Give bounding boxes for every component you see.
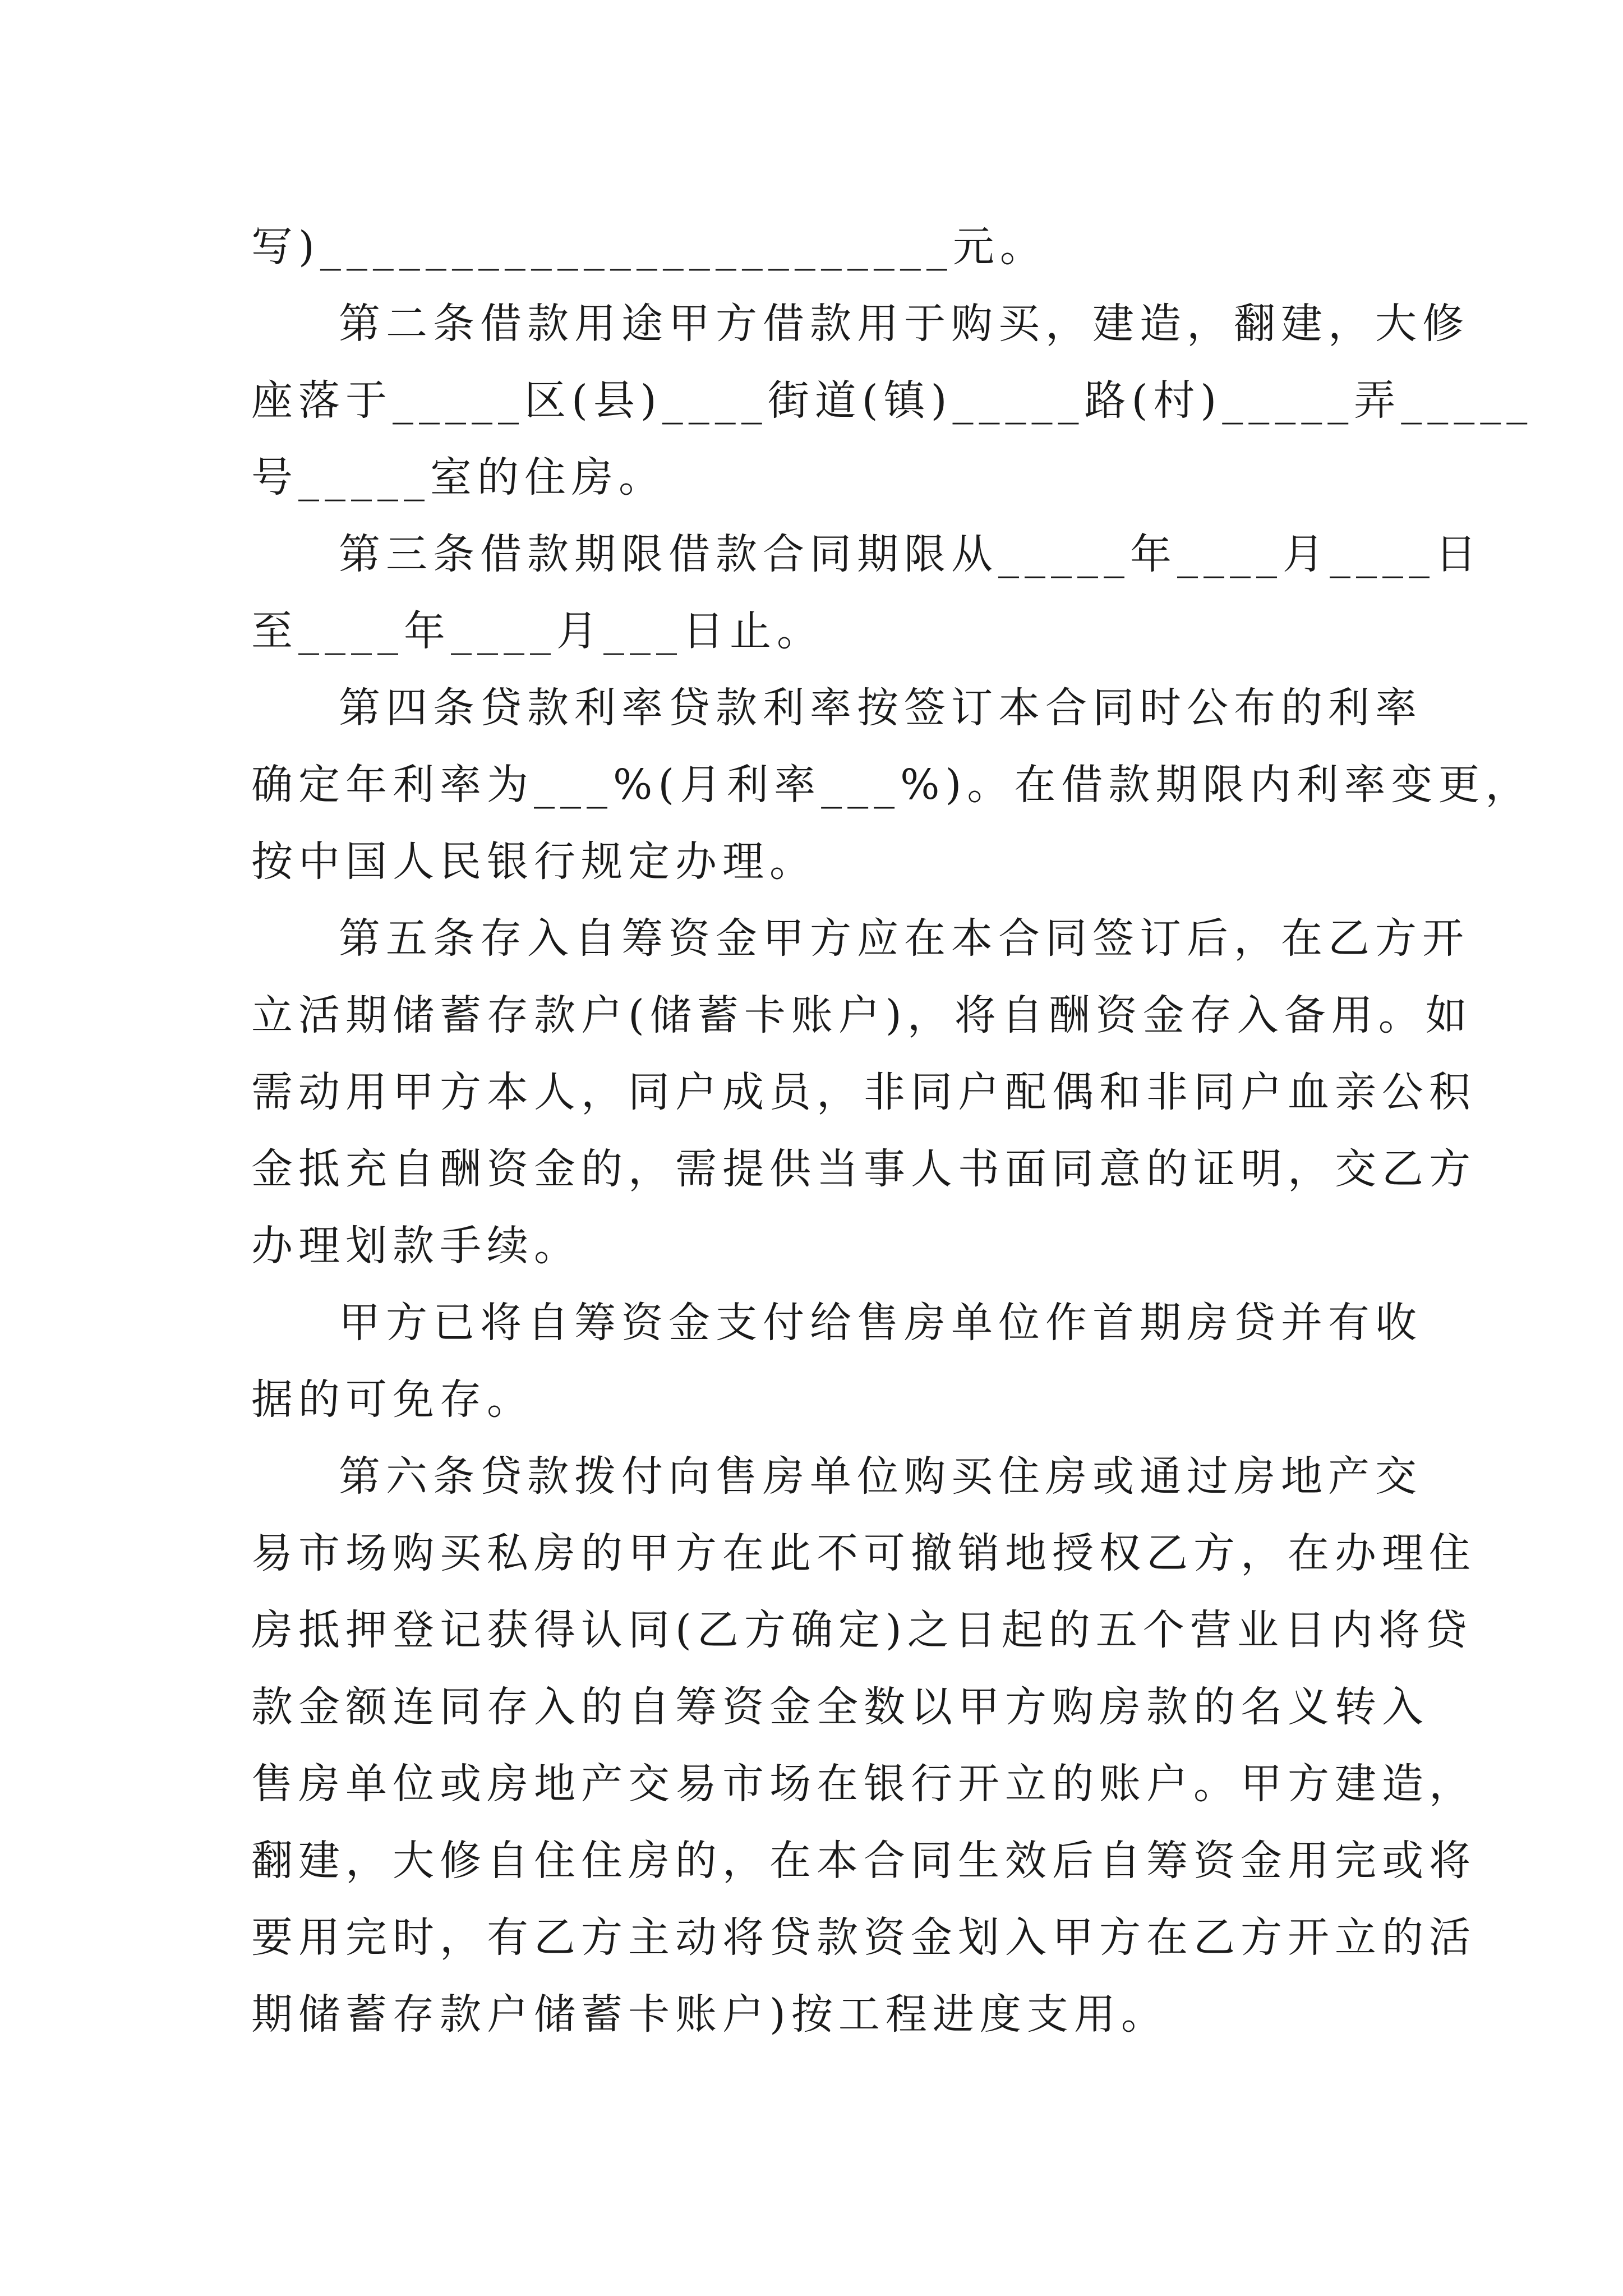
text-line: 期储蓄存款户储蓄卡账户)按工程进度支用。: [251, 1990, 1168, 2039]
text-line: 至____年____月___日止。: [251, 607, 824, 655]
text-line: 款金额连同存入的自筹资金全数以甲方购房款的名义转入: [251, 1683, 1429, 1731]
text-line: 据的可免存。: [251, 1375, 534, 1424]
text-line: 易市场购买私房的甲方在此不可撤销地授权乙方，在办理住: [251, 1529, 1476, 1577]
text-line: 第六条贷款拨付向售房单位购买住房或通过房地产交: [339, 1452, 1422, 1501]
text-line: 翻建，大修自住住房的，在本合同生效后自筹资金用完或将: [251, 1837, 1476, 1885]
text-line: 写)________________________元。: [251, 223, 1047, 271]
text-line: 办理划款手续。: [251, 1222, 581, 1270]
text-line: 需动用甲方本人，同户成员，非同户配偶和非同户血亲公积: [251, 1068, 1476, 1116]
text-line: 座落于_____区(县)____街道(镇)_____路(村)_____弄_____: [251, 376, 1533, 425]
text-line: 要用完时，有乙方主动将贷款资金划入甲方在乙方开立的活: [251, 1913, 1476, 1962]
text-line: 确定年利率为___%(月利率___%)。在借款期限内利率变更，: [251, 761, 1533, 809]
text-line: 第四条贷款利率贷款利率按签订本合同时公布的利率: [339, 684, 1422, 732]
text-line: 第五条存入自筹资金甲方应在本合同签订后，在乙方开: [339, 914, 1469, 963]
text-line: 按中国人民银行规定办理。: [251, 838, 817, 886]
text-line: 第二条借款用途甲方借款用于购买，建造，翻建，大修: [339, 300, 1469, 348]
text-line: 号_____室的住房。: [251, 453, 666, 501]
text-line: 房抵押登记获得认同(乙方确定)之日起的五个营业日内将贷: [251, 1606, 1473, 1654]
text-line: 立活期储蓄存款户(储蓄卡账户)，将自酬资金存入备用。如: [251, 991, 1473, 1039]
text-line: 金抵充自酬资金的，需提供当事人书面同意的证明，交乙方: [251, 1145, 1476, 1193]
text-line: 第三条借款期限借款合同期限从_____年____月____日: [339, 530, 1482, 578]
text-line: 售房单位或房地产交易市场在银行开立的账户。甲方建造，: [251, 1760, 1476, 1808]
text-line: 甲方已将自筹资金支付给售房单位作首期房贷并有收: [339, 1299, 1422, 1347]
document-page: [251, 209, 1533, 2053]
